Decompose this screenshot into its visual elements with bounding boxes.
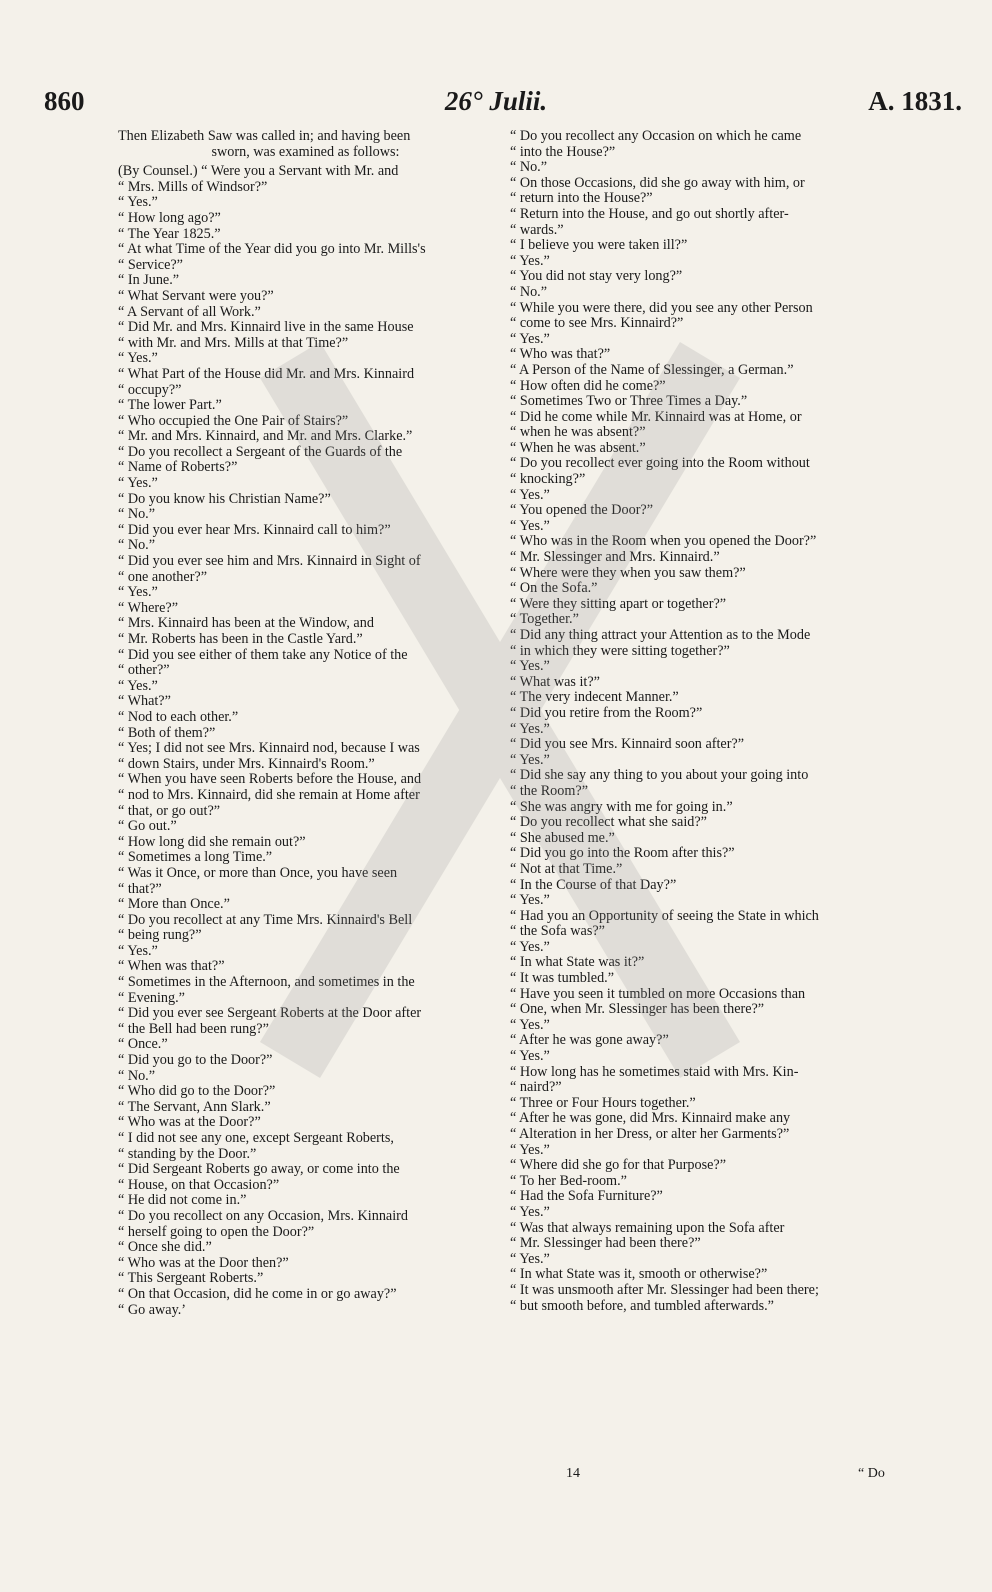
testimony-line: “ being rung?”: [118, 927, 202, 944]
testimony-line: “ Mr. and Mrs. Kinnaird, and Mr. and Mrs. Clarke.”: [118, 428, 413, 445]
testimony-line: “ Yes.”: [510, 658, 550, 675]
testimony-line: “ Did she say any thing to you about your going into: [510, 767, 809, 784]
testimony-line: “ Yes; I did not see Mrs. Kinnaird nod, because I was: [118, 740, 420, 757]
testimony-line: “ Had the Sofa Furniture?”: [510, 1188, 663, 1205]
testimony-line: “ No.”: [118, 537, 156, 554]
testimony-line: “ Yes.”: [510, 486, 550, 503]
testimony-line: “ Do you recollect a Sergeant of the Guards of the: [118, 443, 403, 460]
testimony-line: “ The very indecent Manner.”: [510, 689, 679, 706]
right-testimony: [510, 129, 885, 1314]
testimony-line: “ Yes.”: [510, 517, 550, 534]
testimony-line: “ Do you recollect ever going into the Room without: [510, 455, 810, 472]
testimony-line: “ Yes.”: [510, 252, 550, 269]
testimony-line: “ Yes.”: [118, 350, 158, 367]
testimony-line: “ that, or go out?”: [118, 802, 221, 819]
testimony-line: “ herself going to open the Door?”: [118, 1223, 315, 1240]
testimony-line: “ Who did go to the Door?”: [118, 1083, 276, 1100]
testimony-line: “ the Sofa was?”: [510, 923, 605, 940]
testimony-line: “ Yes.”: [510, 1048, 550, 1065]
testimony-line: “ On that Occasion, did he come in or go away?”: [118, 1285, 397, 1302]
testimony-line: “ Who was at the Door?”: [118, 1114, 261, 1131]
testimony-line: “ Did you ever see Sergeant Roberts at the Door after: [118, 1005, 422, 1022]
testimony-line: “ Mr. Roberts has been in the Castle Yard.”: [118, 631, 363, 647]
intro-line-2: sworn, was examined as follows:: [211, 143, 400, 160]
testimony-line: “ The Servant, Ann Slark.”: [118, 1098, 271, 1115]
testimony-line: “ The lower Part.”: [118, 397, 222, 414]
page-number: 860: [44, 86, 85, 116]
testimony-line: “ Do you know his Christian Name?”: [118, 490, 331, 507]
testimony-line: “ Sometimes in the Afternoon, and sometimes in the: [118, 974, 415, 991]
testimony-line: “ In the Course of that Day?”: [510, 876, 677, 893]
testimony-line: “ Yes.”: [510, 1250, 550, 1267]
intro-paragraph: [118, 129, 493, 160]
testimony-line: “ other?”: [118, 662, 170, 679]
testimony-line: “ Name of Roberts?”: [118, 459, 238, 476]
testimony-line: “ but smooth before, and tumbled afterwards.”: [510, 1297, 774, 1314]
testimony-line: “ While you were there, did you see any other Person: [510, 299, 813, 316]
testimony-line: “ Were they sitting apart or together?”: [510, 595, 727, 612]
running-header: [0, 86, 992, 126]
testimony-line: “ Yes.”: [510, 1203, 550, 1220]
testimony-line: “ Mrs. Kinnaird has been at the Window, and: [118, 615, 374, 632]
testimony-line: “ Yes.”: [118, 194, 158, 211]
header-year: A. 1831.: [868, 86, 962, 116]
testimony-line: “ How long did she remain out?”: [118, 833, 306, 850]
testimony-line: “ Both of them?”: [118, 724, 216, 741]
testimony-line: “ No.”: [118, 1067, 156, 1084]
testimony-line: “ when he was absent?”: [510, 424, 646, 441]
testimony-line: “ Have you seen it tumbled on more Occasions than: [510, 985, 806, 1002]
testimony-line: “ Who was at the Door then?”: [118, 1254, 289, 1271]
testimony-line: “ down Stairs, under Mrs. Kinnaird's Room.”: [118, 755, 375, 772]
testimony-line: “ knocking?”: [510, 471, 586, 488]
testimony-line: “ Together.”: [510, 611, 579, 628]
left-testimony: [118, 164, 493, 1318]
testimony-line: “ How long ago?”: [118, 209, 221, 226]
testimony-line: “ Did you see Mrs. Kinnaird soon after?”: [510, 736, 745, 753]
testimony-line: “ When you have seen Roberts before the House, and: [118, 771, 422, 788]
testimony-line: “ Yes.”: [118, 584, 158, 601]
testimony-line: “ Yes.”: [510, 938, 550, 955]
testimony-line: “ In June.”: [118, 272, 180, 289]
testimony-line: “ Did Sergeant Roberts go away, or come into the: [118, 1161, 400, 1178]
testimony-line: “ Yes.”: [510, 720, 550, 737]
testimony-line: “ On those Occasions, did she go away with him, or: [510, 174, 805, 191]
testimony-line: “ Mr. Slessinger and Mrs. Kinnaird.”: [510, 549, 720, 566]
testimony-line: “ Nod to each other.”: [118, 708, 239, 725]
testimony-line: “ into the House?”: [510, 143, 616, 160]
testimony-line: “ The Year 1825.”: [118, 225, 221, 242]
testimony-line: “ Go out.”: [118, 818, 177, 835]
testimony-line: “ Did you retire from the Room?”: [510, 704, 703, 721]
testimony-line: “ Do you recollect at any Time Mrs. Kinnaird's Bell: [118, 911, 413, 928]
testimony-line: “ Where did she go for that Purpose?”: [510, 1157, 727, 1174]
testimony-line: “ Do you recollect what she said?”: [510, 814, 707, 831]
testimony-line: “ Where were they when you saw them?”: [510, 564, 746, 581]
testimony-line: “ More than Once.”: [118, 896, 230, 913]
testimony-line: “ What Servant were you?”: [118, 287, 274, 304]
testimony-line: “ She was angry with me for going in.”: [510, 798, 733, 815]
testimony-line: “ Who was that?”: [510, 346, 611, 363]
testimony-line: (By Counsel.) “ Were you a Servant with Mr. and: [118, 163, 399, 180]
testimony-line: “ I did not see any one, except Sergeant Roberts,: [118, 1130, 394, 1146]
signature-mark: 14: [566, 1466, 580, 1481]
right-column: [510, 129, 885, 1314]
testimony-line: “ When he was absent.”: [510, 439, 646, 456]
testimony-line: “ House, on that Occasion?”: [118, 1176, 280, 1193]
testimony-line: “ What Part of the House did Mr. and Mrs. Kinnaird: [118, 365, 415, 382]
testimony-line: “ occupy?”: [118, 381, 182, 398]
testimony-line: “ return into the House?”: [510, 190, 653, 207]
testimony-line: “ After he was gone, did Mrs. Kinnaird make any: [510, 1110, 791, 1127]
testimony-line: “ He did not come in.”: [118, 1192, 247, 1209]
testimony-line: “ Who occupied the One Pair of Stairs?”: [118, 412, 349, 429]
testimony-line: “ Did any thing attract your Attention as to the Mode: [510, 627, 811, 643]
testimony-line: “ come to see Mrs. Kinnaird?”: [510, 315, 684, 332]
testimony-line: “ Yes.”: [510, 892, 550, 909]
testimony-line: “ standing by the Door.”: [118, 1145, 257, 1162]
testimony-line: “ Do you recollect any Occasion on which he came: [510, 128, 802, 144]
testimony-line: “ What was it?”: [510, 673, 600, 690]
testimony-line: “ In what State was it?”: [510, 954, 645, 971]
testimony-line: “ one another?”: [118, 568, 208, 585]
testimony-line: “ Service?”: [118, 256, 183, 273]
testimony-line: “ Return into the House, and go out shortly after-: [510, 205, 789, 222]
testimony-line: “ Sometimes a long Time.”: [118, 849, 273, 866]
testimony-line: “ After he was gone away?”: [510, 1032, 669, 1049]
testimony-line: “ No.”: [510, 159, 548, 176]
testimony-line: “ No.”: [510, 283, 548, 300]
testimony-line: “ When was that?”: [118, 958, 225, 975]
testimony-line: “ Sometimes Two or Three Times a Day.”: [510, 393, 748, 410]
testimony-line: “ Three or Four Hours together.”: [510, 1094, 696, 1111]
testimony-line: “ How often did he come?”: [510, 377, 666, 394]
testimony-line: “ Was it Once, or more than Once, you have seen: [118, 864, 398, 881]
testimony-line: “ Do you recollect on any Occasion, Mrs. Kinnaird: [118, 1207, 408, 1224]
testimony-line: “ Yes.”: [118, 942, 158, 959]
testimony-line: “ naird?”: [510, 1079, 562, 1096]
testimony-line: “ A Person of the Name of Slessinger, a German.”: [510, 361, 794, 378]
testimony-line: “ Alteration in her Dress, or alter her Garments?”: [510, 1126, 790, 1142]
testimony-line: “ It was tumbled.”: [510, 970, 615, 987]
testimony-line: “ Did you go into the Room after this?”: [510, 845, 735, 862]
testimony-line: “ Mr. Slessinger had been there?”: [510, 1235, 701, 1252]
testimony-line: “ Did you see either of them take any Notice of the: [118, 646, 408, 663]
testimony-line: “ nod to Mrs. Kinnaird, did she remain at Home after: [118, 786, 420, 803]
testimony-line: “ I believe you were taken ill?”: [510, 237, 688, 254]
testimony-line: “ Yes.”: [510, 1016, 550, 1033]
testimony-line: “ Once.”: [118, 1036, 168, 1053]
testimony-line: “ Once she did.”: [118, 1239, 212, 1256]
testimony-line: “ You opened the Door?”: [510, 502, 654, 519]
testimony-line: “ with Mr. and Mrs. Mills at that Time?”: [118, 334, 349, 351]
testimony-line: “ Did you ever see him and Mrs. Kinnaird in Sight of: [118, 553, 421, 570]
testimony-line: “ Evening.”: [118, 989, 185, 1006]
testimony-line: “ Yes.”: [118, 475, 158, 492]
testimony-line: “ Yes.”: [118, 677, 158, 694]
testimony-line: “ Did you go to the Door?”: [118, 1052, 273, 1069]
testimony-line: “ To her Bed-room.”: [510, 1172, 627, 1189]
testimony-line: “ No.”: [118, 506, 156, 523]
testimony-line: “ It was unsmooth after Mr. Slessinger had been there;: [510, 1281, 819, 1298]
testimony-line: “ Was that always remaining upon the Sofa after: [510, 1219, 785, 1236]
testimony-line: “ that?”: [118, 880, 162, 897]
testimony-line: “ This Sergeant Roberts.”: [118, 1270, 264, 1287]
testimony-line: “ Did you ever hear Mrs. Kinnaird call to him?”: [118, 521, 391, 538]
testimony-line: “ Did he come while Mr. Kinnaird was at Home, or: [510, 408, 802, 425]
testimony-line: “ the Bell had been rung?”: [118, 1020, 269, 1037]
testimony-line: “ A Servant of all Work.”: [118, 303, 261, 320]
testimony-line: “ the Room?”: [510, 782, 589, 799]
testimony-line: “ wards.”: [510, 221, 564, 238]
testimony-line: “ Yes.”: [510, 330, 550, 347]
catchword: “ Do: [858, 1466, 885, 1481]
testimony-line: “ Go away.’: [118, 1301, 187, 1318]
testimony-line: “ You did not stay very long?”: [510, 268, 683, 285]
testimony-line: “ in which they were sitting together?”: [510, 642, 730, 659]
header-date: 26° Julii.: [444, 86, 548, 116]
testimony-line: “ Yes.”: [510, 751, 550, 768]
testimony-line: “ Not at that Time.”: [510, 860, 623, 877]
testimony-line: “ How long has he sometimes staid with Mrs. Kin-: [510, 1063, 799, 1080]
testimony-line: “ Who was in the Room when you opened the Door?”: [510, 533, 817, 550]
testimony-line: “ Had you an Opportunity of seeing the State in which: [510, 907, 819, 924]
page-footer: [0, 1466, 992, 1490]
testimony-line: “ What?”: [118, 693, 171, 710]
testimony-line: “ On the Sofa.”: [510, 580, 598, 597]
testimony-line: “ In what State was it, smooth or otherwise?”: [510, 1266, 768, 1283]
testimony-line: “ Where?”: [118, 599, 178, 616]
left-column: [118, 129, 493, 1318]
intro-line-1: Then Elizabeth Saw was called in; and having been: [118, 128, 411, 144]
testimony-line: “ Yes.”: [510, 1141, 550, 1158]
testimony-line: “ One, when Mr. Slessinger has been there?”: [510, 1001, 765, 1018]
testimony-line: “ She abused me.”: [510, 829, 615, 846]
testimony-line: “ Did Mr. and Mrs. Kinnaird live in the same House: [118, 319, 414, 336]
testimony-line: “ At what Time of the Year did you go into Mr. Mills's: [118, 241, 426, 258]
testimony-line: “ Mrs. Mills of Windsor?”: [118, 178, 268, 195]
